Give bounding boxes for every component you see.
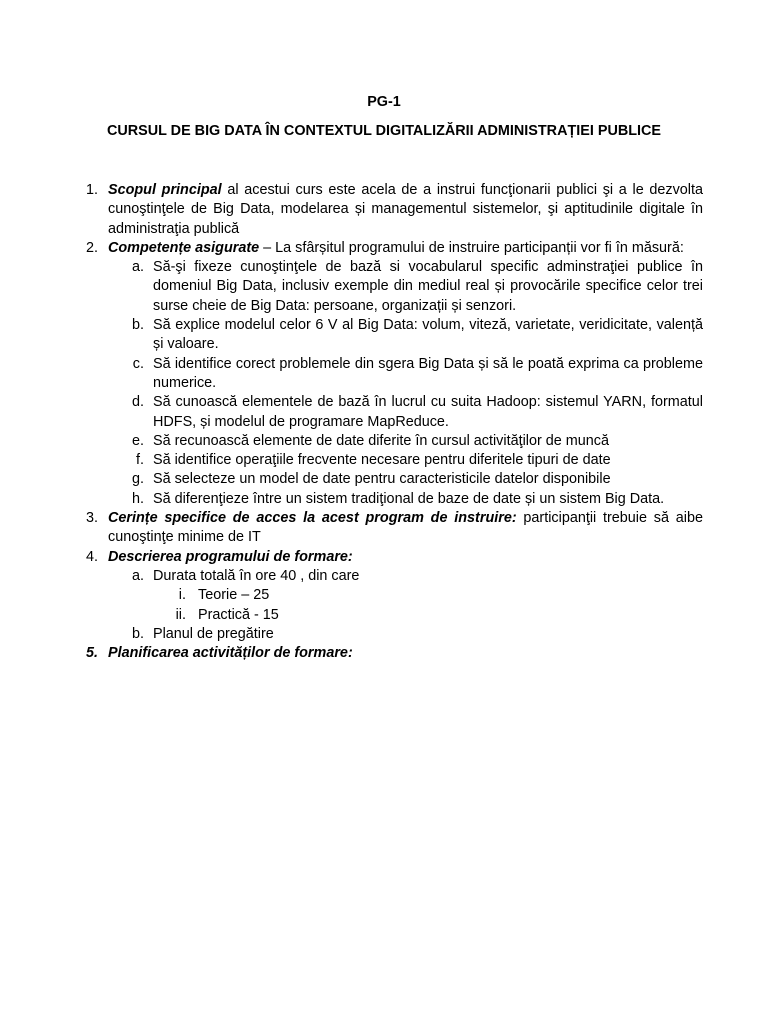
item-number: 5. (85, 645, 98, 662)
sub-sub-item-text: Practică - 15 (198, 606, 279, 623)
sub-item-text: Să-şi fixeze cunoştinţele de bază si vocabularul specific adminstraţiei publice în domeniul Big Data, inclusiv exemple din mediul real și provocările specifice celor trei surse cheie de Big Data: persoane, organizații și senzori. (153, 259, 703, 314)
sub-item-marker: b. (131, 317, 144, 334)
sub-item-2e (0, 432, 768, 451)
sub-sub-item-marker: i. (178, 587, 186, 604)
list-item-2 (0, 239, 768, 258)
sub-item-text: Să cunoască elementele de bază în lucrul cu suita Hadoop: sistemul YARN, formatul HDFS, și modelul de programare MapReduce. (153, 394, 703, 430)
item-text (108, 548, 703, 567)
sub-item-text: Să recunoască elemente de date diferite în cursul activităţilor de muncă (153, 432, 609, 449)
item-keyword: Cerințe specifice de acces la acest program de instruire: (108, 510, 517, 527)
sub-item-marker: a. (131, 567, 144, 584)
sub-item-text: Să selecteze un model de date pentru caracteristicile datelor disponibile (153, 471, 611, 488)
sub-sub-item-4a-ii (0, 606, 768, 625)
document-body (0, 181, 768, 663)
sub-item-4a (0, 567, 768, 586)
item-text (108, 644, 703, 663)
sub-item-text: Să diferenţieze între un sistem tradiţional de baze de date și un sistem Big Data. (153, 490, 665, 507)
list-item-3 (0, 509, 768, 548)
sub-item-marker: g. (131, 471, 144, 488)
sub-item-marker: b. (131, 625, 144, 642)
sub-item-4b (0, 625, 768, 644)
item-number: 2. (85, 239, 98, 256)
sub-item-text: Să explice modelul celor 6 V al Big Data: volum, viteză, varietate, veridicitate, valență și valoare. (153, 317, 703, 353)
sub-item-marker: c. (132, 355, 144, 372)
sub-item-2d (0, 393, 768, 432)
item-keyword: Competențe asigurate (108, 239, 260, 256)
item-text (108, 509, 703, 548)
item-number: 4. (85, 548, 98, 565)
sub-item-marker: d. (131, 394, 144, 411)
document-title: CURSUL DE BIG DATA ÎN CONTEXTUL DIGITALIZĂRII ADMINISTRAȚIEI PUBLICE (106, 123, 662, 139)
sub-sub-item-4a-i (0, 586, 768, 605)
list-item-5 (0, 644, 768, 663)
item-keyword: Planificarea activităților de formare: (108, 645, 353, 662)
sub-item-marker: f. (136, 452, 144, 469)
sub-item-text: Să identifice corect problemele din sgera Big Data și să le poată exprima ca probleme numerice. (153, 355, 703, 391)
sub-item-2c (0, 355, 768, 394)
sub-item-text: Planul de pregătire (153, 625, 274, 642)
document-code: PG-1 (367, 94, 401, 110)
sub-item-2a (0, 258, 768, 316)
sub-item-text: Durata totală în ore 40 , din care (153, 567, 360, 584)
sub-item-2b (0, 316, 768, 355)
sub-sub-item-marker: ii. (175, 606, 186, 623)
list-item-1 (0, 181, 768, 239)
sub-item-marker: e. (131, 432, 144, 449)
item-keyword: Scopul principal (108, 182, 222, 198)
sub-item-text: Să identifice operaţiile frecvente necesare pentru diferitele tipuri de date (153, 452, 611, 469)
sub-item-marker: h. (131, 490, 144, 507)
item-text (108, 239, 703, 258)
item-body: – La sfârșitul programului de instruire participanții vor fi în măsură: (259, 239, 684, 256)
item-keyword: Descrierea programului de formare: (108, 548, 353, 565)
item-body: participanţii trebuie să aibe cunoştinţe minime de IT (108, 510, 703, 546)
sub-item-2h (0, 490, 768, 509)
item-body: al acestui curs este acela de a instrui funcţionarii publici şi a le dezvolta cunoştinţele de Big Data, modelarea și managementul sistemelor, şi aptitudinile digitale în administraţia publică (108, 182, 703, 237)
item-number: 3. (85, 510, 98, 527)
item-number: 1. (85, 182, 98, 198)
sub-item-2f (0, 451, 768, 470)
sub-sub-item-text: Teorie – 25 (198, 587, 270, 604)
sub-item-marker: a. (131, 259, 144, 276)
list-item-4 (0, 548, 768, 567)
sub-item-2g (0, 470, 768, 489)
item-text (108, 181, 703, 239)
